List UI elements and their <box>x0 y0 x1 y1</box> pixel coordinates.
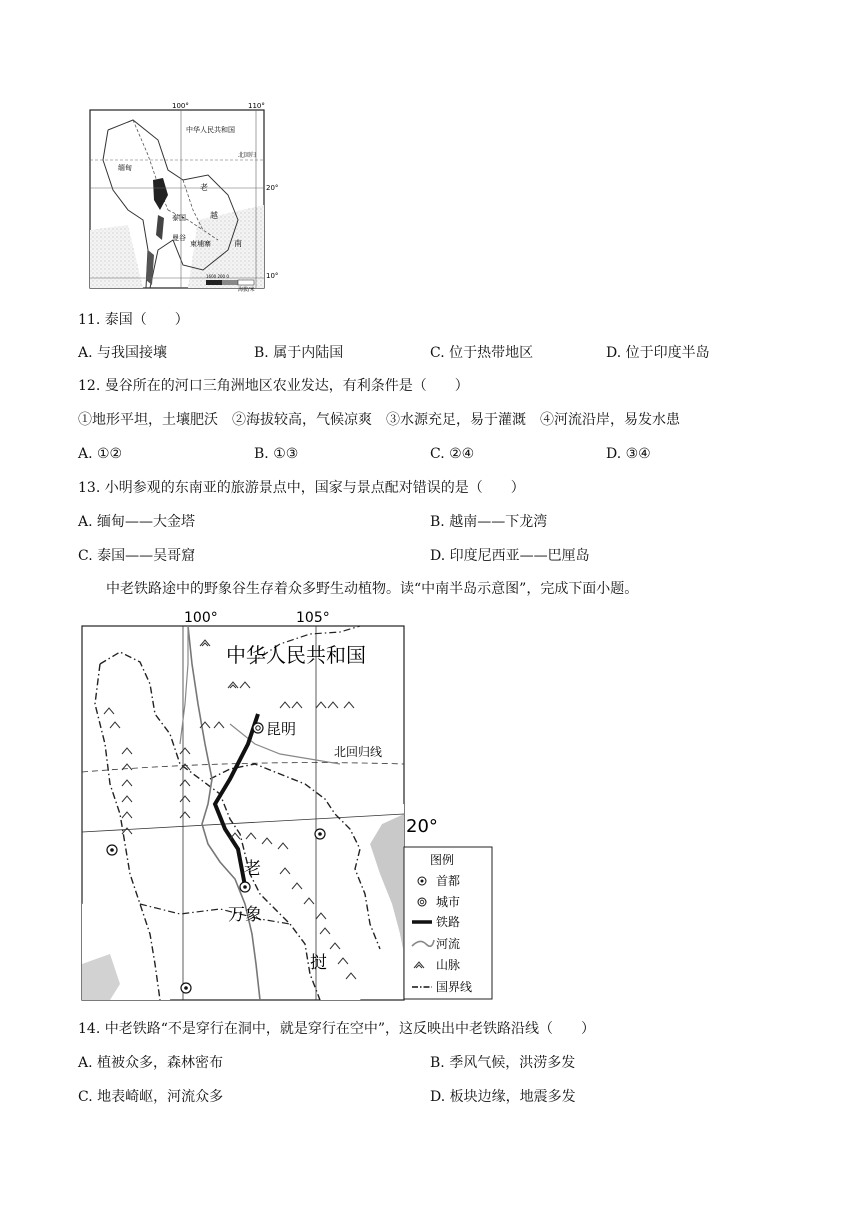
map1-label-viet: 越 <box>210 211 218 220</box>
map1-label-tropic: 北回归 <box>238 152 257 159</box>
map1-label-lao: 老 <box>200 183 208 192</box>
map2-lat-20: 20° <box>406 816 438 837</box>
map2-label-china: 中华人民共和国 <box>226 643 366 667</box>
map2-label-tropic: 北回归线 <box>334 745 383 759</box>
map2-label-lao: 老 <box>244 859 261 879</box>
q14-stem: 14. 中老铁路“不是穿行在洞中，就是穿行在空中”，这反映出中老铁路沿线（ ） <box>78 1021 596 1037</box>
legend-capital: 首都 <box>436 874 461 888</box>
q13-option-c[interactable]: C. 泰国——吴哥窟 <box>78 548 196 564</box>
map1-lat-10: 10° <box>266 272 279 280</box>
q11-option-b[interactable]: B. 属于内陆国 <box>254 345 344 361</box>
q14-option-a[interactable]: A. 植被众多，森林密布 <box>78 1055 224 1071</box>
legend-city: 城市 <box>436 895 461 909</box>
map1-label-myanmar: 缅甸 <box>118 164 132 172</box>
legend-title: 图例 <box>430 853 455 867</box>
q12-option-c[interactable]: C. ②④ <box>430 446 475 462</box>
map1-lat-20: 20° <box>266 184 279 192</box>
q11-option-c[interactable]: C. 位于热带地区 <box>430 345 534 361</box>
q11-option-a[interactable]: A. 与我国接壤 <box>78 345 168 361</box>
q12-option-d[interactable]: D. ③④ <box>606 446 651 462</box>
map2-label-vientiane: 万象 <box>228 905 262 925</box>
map1-scale-unit: 海拔/米 <box>238 287 255 293</box>
indochina-physical-map <box>88 100 279 293</box>
q13-option-b[interactable]: B. 越南——下龙湾 <box>430 514 548 530</box>
legend-border: 国界线 <box>436 980 473 994</box>
legend-river: 河流 <box>436 937 461 951</box>
q11-stem: 11. 泰国（ ） <box>78 312 189 328</box>
q14-option-c[interactable]: C. 地表崎岖，河流众多 <box>78 1089 224 1105</box>
q12-stem: 12. 曼谷所在的河口三角洲地区农业发达，有利条件是（ ） <box>78 378 469 394</box>
map2-label-wo: 挝 <box>310 953 327 973</box>
q13-stem: 13. 小明参观的东南亚的旅游景点中，国家与景点配对错误的是（ ） <box>78 480 525 496</box>
map1-label-thailand: 泰国 <box>172 214 186 222</box>
q11-option-d[interactable]: D. 位于印度半岛 <box>606 345 710 361</box>
q12-option-b[interactable]: B. ①③ <box>254 446 299 462</box>
q12-items: ①地形平坦，土壤肥沃 ②海拔较高，气候凉爽 ③水源充足，易于灌溉 ④河流沿岸，易发水患 <box>78 412 680 428</box>
map1-lon-110: 110° <box>248 102 265 110</box>
indochina-railway-map <box>80 604 494 1002</box>
legend-railway: 铁路 <box>436 915 461 929</box>
intro-text: 中老铁路途中的野象谷生存着众多野生动植物。读“中南半岛示意图”，完成下面小题。 <box>106 581 639 597</box>
q12-option-a[interactable]: A. ①② <box>78 446 123 462</box>
map1-label-china: 中华人民共和国 <box>186 126 235 134</box>
q14-option-b[interactable]: B. 季风气候，洪涝多发 <box>430 1055 576 1071</box>
q14-option-d[interactable]: D. 板块边缘，地震多发 <box>430 1089 576 1105</box>
q13-option-a[interactable]: A. 缅甸——大金塔 <box>78 514 196 530</box>
map1-label-nan: 南 <box>234 239 242 248</box>
legend-mountain: 山脉 <box>436 958 461 972</box>
map1-lon-100: 100° <box>172 102 189 110</box>
map1-label-bangkok: 曼谷 <box>172 234 186 242</box>
q13-option-d[interactable]: D. 印度尼西亚——巴厘岛 <box>430 548 590 564</box>
map1-label-cambodia: 柬埔寨 <box>190 240 211 248</box>
map2-lon-105: 105° <box>296 610 330 626</box>
map2-lon-100: 100° <box>184 610 218 626</box>
map1-scale-numbers: 1600 200 0 <box>206 274 229 279</box>
map2-label-kunming: 昆明 <box>266 720 297 738</box>
